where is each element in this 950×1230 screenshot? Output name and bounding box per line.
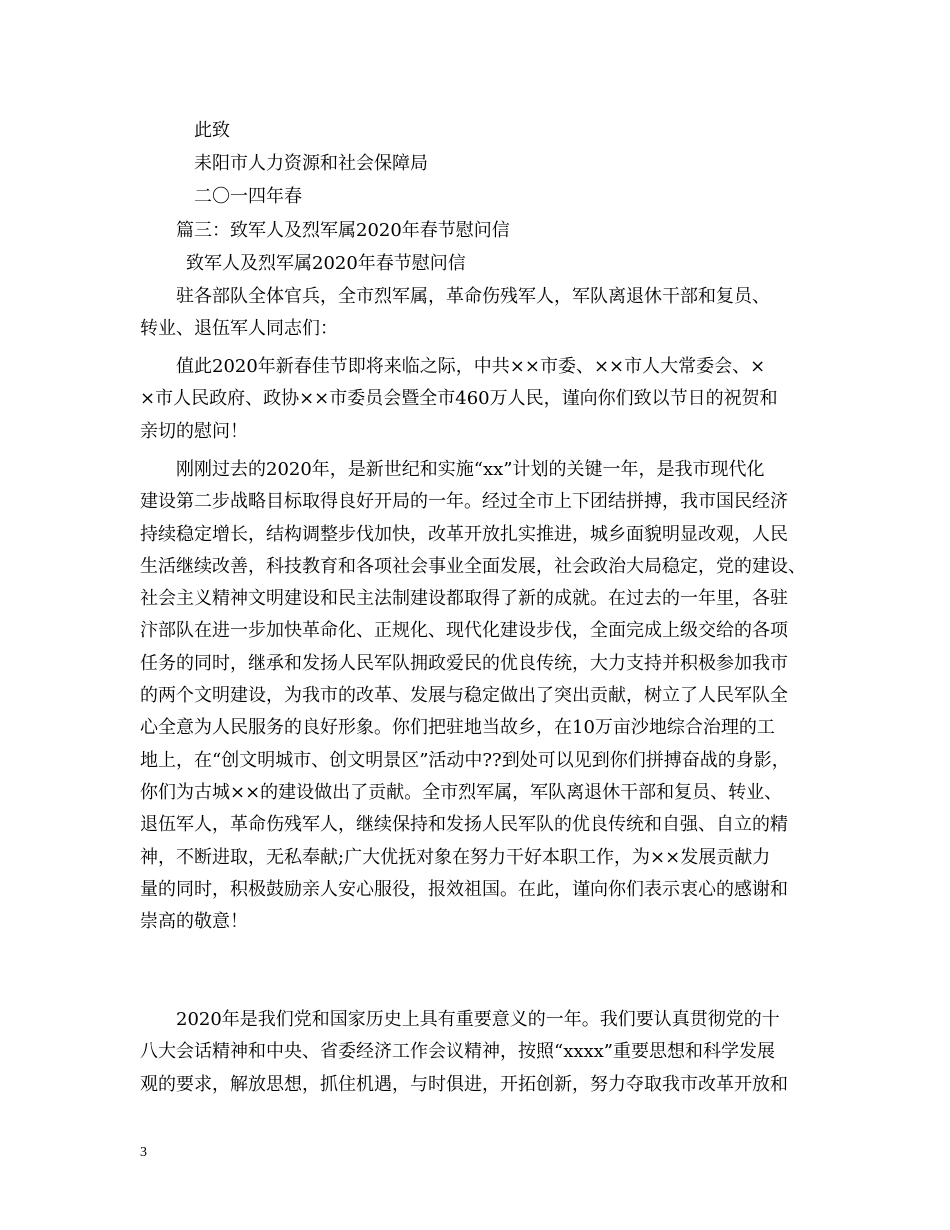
paragraph-2: 刚刚过去的2020年，是新世纪和实施“xx”计划的关键一年，是我市现代化 建设第二步战略目标取得良好开局的一年。经过全市上下团结拼搏，我市国民经济 持续稳定增长，结构调整步伐加快，改革开放扎实推进，城乡面貌明显改观，人民 生活继续改善，科技教育和各项社会事业全面发展，社会政治大局稳定，党的建设、 社会主义精神文明建设和民主法制建设都取得了新的成就。在过去的一年里，各驻 汴部队在进一步加快革命化、正规化、现代化建设步伐，全面完成上级交给的各项 任务的同时，继承和发扬人民军队拥政爱民的优良传统，大力支持并积极参加我市 的两个文明建设，为我市的改革、发展与稳定做出了突出贡献，树立了人民军队全 心全意为人民服务的良好形象。你们把驻地当故乡，在10万亩沙地综合治理的工 地上，在“创文明城市、创文明景区”活动中??到处可以见到你们拼搏奋战的身影， 你们为古城××的建设做出了贡献。全市烈军属，军队离退休干部和复员、转业、 退伍军人，革命伤残军人，继续保持和发扬人民军队的优良传统和自强、自立的精 神，不断进取，无私奉献;广大优抚对象在努力干好本职工作，为××发展贡献力 量的同时，积极鼓励亲人安心服役，报效祖国。在此，谨向你们表示衷心的感谢和 崇高的敬意！ xyxy=(140,459,806,933)
closing-organization: 耒阳市人力资源和社会保障局 xyxy=(194,153,428,174)
section-heading: 篇三：致军人及烈军属2020年春节慰问信 xyxy=(176,220,510,241)
page-number: 3 xyxy=(140,1145,147,1160)
paragraph-3: 2020年是我们党和国家历史上具有重要意义的一年。我们要认真贯彻党的十 八大会话精神和中央、省委经济工作会议精神，按照“xxxx”重要思想和科学发展 观的要求，解放思想，抓住机遇，与时俱进，开拓创新，努力夺取我市改革开放和 xyxy=(140,1009,788,1095)
paragraph-1: 值此2020年新春佳节即将来临之际，中共××市委、××市人大常委会、× ×市人民政府、政协××市委员会暨全市460万人民，谨向你们致以节日的祝贺和 亲切的慰问！ xyxy=(140,356,778,442)
closing-date: 二〇一四年春 xyxy=(194,186,302,207)
letter-greeting: 驻各部队全体官兵，全市烈军属，革命伤残军人，军队离退休干部和复员、 转业、退伍军人同志们： xyxy=(140,286,770,340)
closing-salutation: 此致 xyxy=(194,120,230,141)
letter-title: 致军人及烈军属2020年春节慰问信 xyxy=(186,253,466,274)
